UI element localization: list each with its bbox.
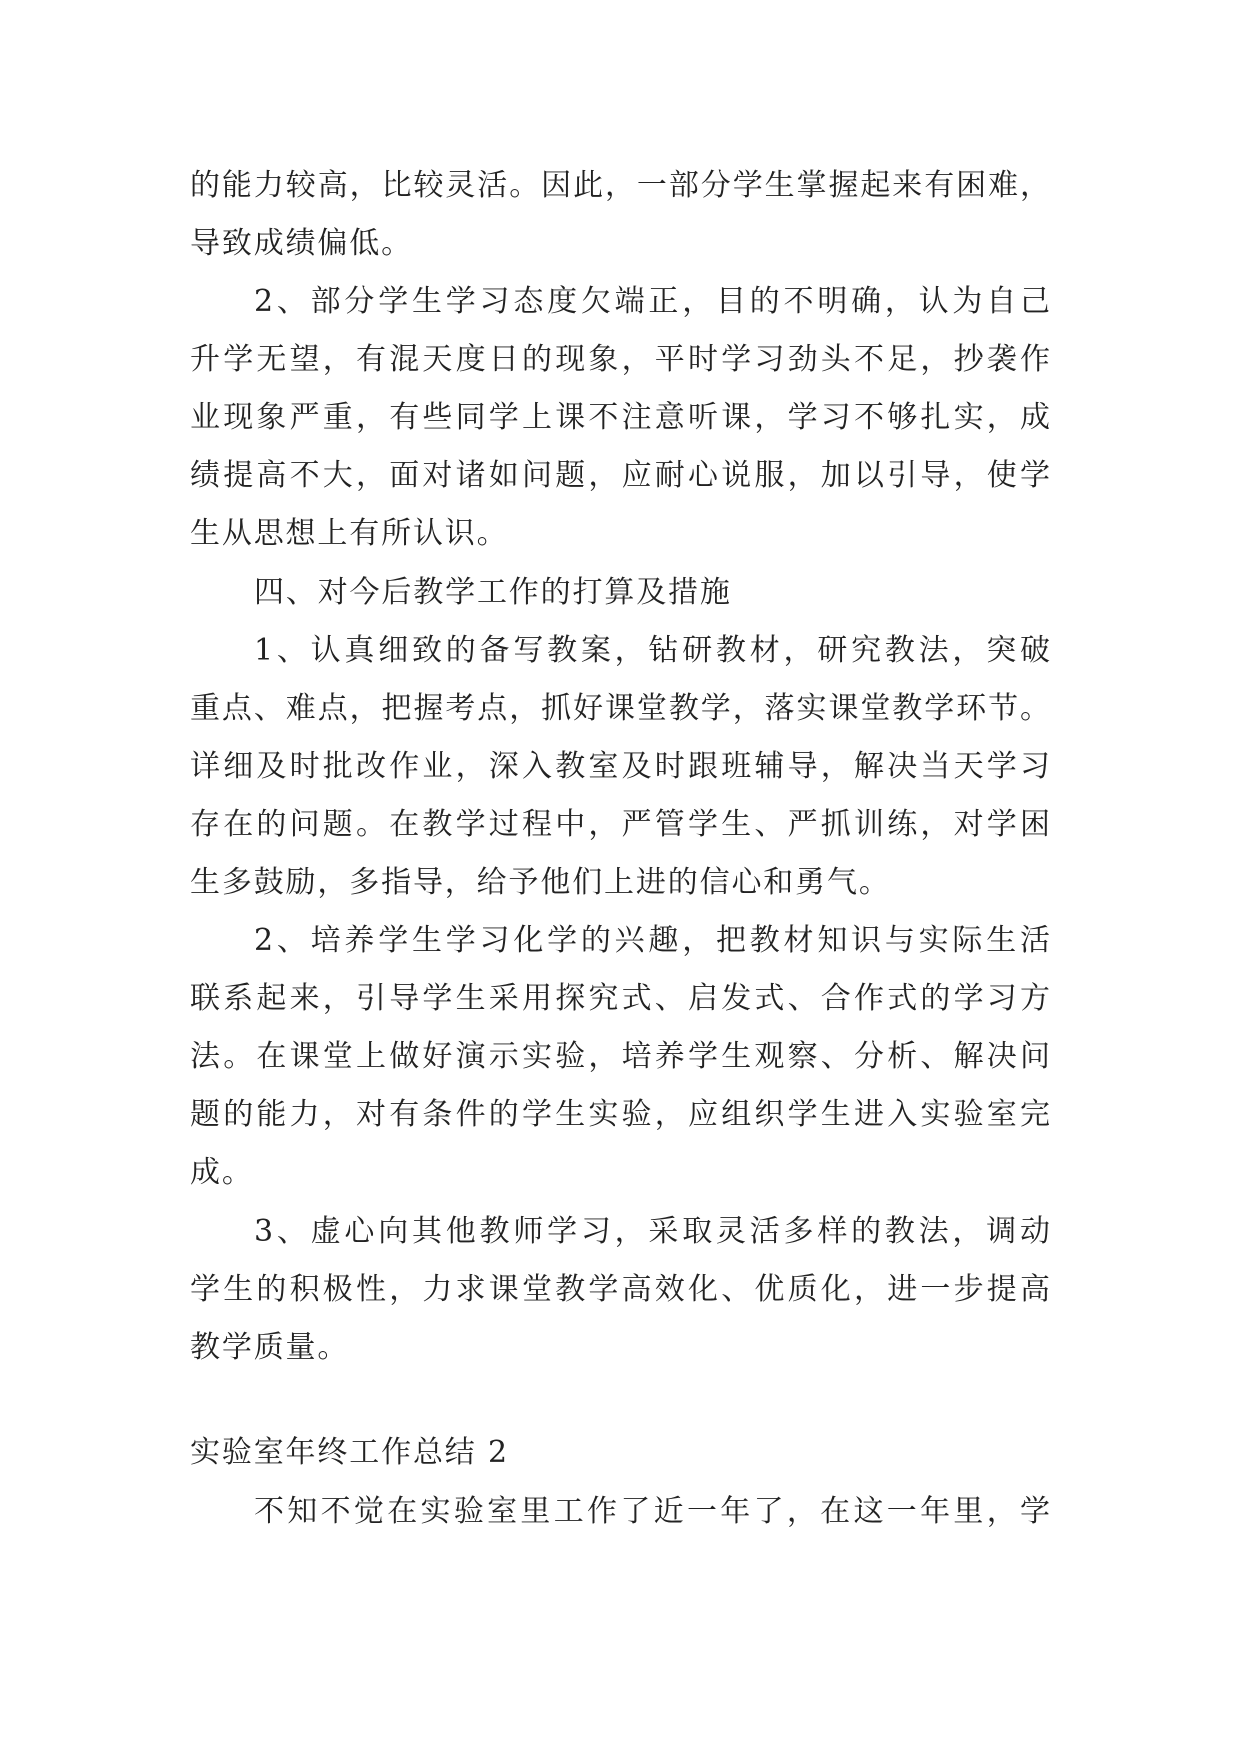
paragraph-line: 1、认真细致的备写教案，钻研教材，研究教法，突破 bbox=[254, 633, 1050, 668]
paragraph-line: 联系起来，引导学生采用探究式、启发式、合作式的学习方 bbox=[190, 981, 1050, 1016]
paragraph-line: 重点、难点，把握考点，抓好课堂教学，落实课堂教学环节。 bbox=[190, 691, 1050, 726]
paragraph-line: 成。 bbox=[190, 1155, 254, 1190]
paragraph-line: 的能力较高，比较灵活。因此，一部分学生掌握起来有困难， bbox=[190, 168, 1050, 203]
paragraph-line: 业现象严重，有些同学上课不注意听课，学习不够扎实，成 bbox=[190, 400, 1050, 435]
paragraph-line: 升学无望，有混天度日的现象，平时学习劲头不足，抄袭作 bbox=[190, 342, 1050, 377]
section-title: 实验室年终工作总结 2 bbox=[190, 1435, 509, 1470]
paragraph-line: 生多鼓励，多指导，给予他们上进的信心和勇气。 bbox=[190, 865, 891, 900]
paragraph-line: 题的能力，对有条件的学生实验，应组织学生进入实验室完 bbox=[190, 1097, 1050, 1132]
paragraph-line: 绩提高不大，面对诸如问题，应耐心说服，加以引导，使学 bbox=[190, 458, 1050, 493]
paragraph-line: 不知不觉在实验室里工作了近一年了，在这一年里，学 bbox=[254, 1494, 1050, 1529]
paragraph-line: 2、部分学生学习态度欠端正，目的不明确，认为自己 bbox=[254, 284, 1050, 319]
paragraph-line: 生从思想上有所认识。 bbox=[190, 516, 509, 551]
subheading-line: 四、对今后教学工作的打算及措施 bbox=[254, 575, 732, 610]
paragraph-line: 法。在课堂上做好演示实验，培养学生观察、分析、解决问 bbox=[190, 1039, 1050, 1074]
paragraph-line: 2、培养学生学习化学的兴趣，把教材知识与实际生活 bbox=[254, 923, 1050, 958]
paragraph-line: 存在的问题。在教学过程中，严管学生、严抓训练，对学困 bbox=[190, 807, 1050, 842]
paragraph-line: 教学质量。 bbox=[190, 1330, 350, 1365]
paragraph-line: 详细及时批改作业，深入教室及时跟班辅导，解决当天学习 bbox=[190, 749, 1050, 784]
paragraph-line: 3、虚心向其他教师学习，采取灵活多样的教法，调动 bbox=[254, 1214, 1050, 1249]
paragraph-line: 导致成绩偏低。 bbox=[190, 226, 413, 261]
paragraph-line: 学生的积极性，力求课堂教学高效化、优质化，进一步提高 bbox=[190, 1272, 1050, 1307]
